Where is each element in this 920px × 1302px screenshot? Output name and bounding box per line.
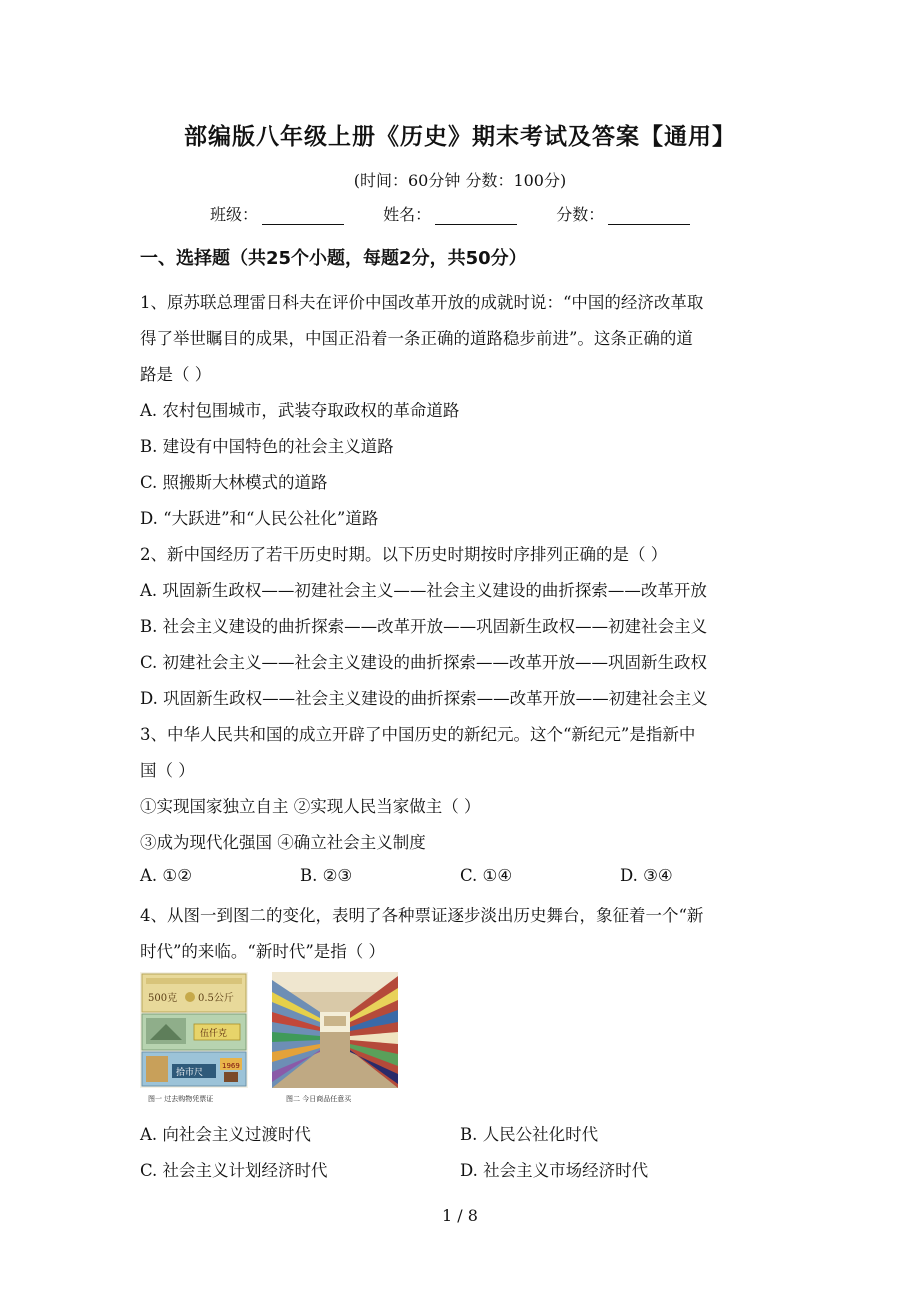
q1-option-a[interactable]: A. 农村包围城市，武装夺取政权的革命道路 [140, 401, 460, 420]
coupon3-text: 拾市尺 [176, 1068, 204, 1078]
q3-option-c[interactable]: C. ①④ [460, 866, 513, 885]
q4-stem-line: 时代”的来临。“新时代”是指（ ） [140, 942, 386, 961]
coupon1-weight: 0.5公斤 [198, 993, 234, 1004]
score-field [556, 202, 690, 225]
score-label: 分数： [556, 205, 605, 224]
q2-option-c[interactable]: C. 初建社会主义——社会主义建设的曲折探索——改革开放——巩固新生政权 [140, 653, 708, 672]
q4-option-b[interactable]: B. 人民公社化时代 [460, 1125, 599, 1144]
q4-stem-line: 4、从图一到图二的变化，表明了各种票证逐步淡出历史舞台，象征着一个“新 [140, 906, 704, 925]
figure-supermarket [272, 972, 398, 1088]
q4-option-d[interactable]: D. 社会主义市场经济时代 [460, 1161, 649, 1180]
supermarket-aisle-image [272, 972, 398, 1088]
q1-option-b[interactable]: B. 建设有中国特色的社会主义道路 [140, 437, 394, 456]
q3-stem-line: 3、中华人民共和国的成立开辟了中国历史的新纪元。这个“新纪元”是指新中 [140, 725, 696, 744]
class-field [210, 202, 344, 225]
q1-stem-line: 得了举世瞩目的成果，中国正沿着一条正确的道路稳步前进”。这条正确的道 [140, 329, 693, 348]
q2-option-b[interactable]: B. 社会主义建设的曲折探索——改革开放——巩固新生政权——初建社会主义 [140, 617, 708, 636]
ration-coupons-image [140, 972, 248, 1088]
coupon3-year: 1969 [222, 1062, 240, 1070]
q1-stem-line: 路是（ ） [140, 365, 212, 384]
q4-option-a[interactable]: A. 向社会主义过渡时代 [140, 1125, 311, 1144]
score-blank[interactable] [608, 206, 690, 225]
q4-option-c[interactable]: C. 社会主义计划经济时代 [140, 1161, 328, 1180]
q2-stem-line: 2、新中国经历了若干历史时期。以下历史时期按时序排列正确的是（ ） [140, 545, 668, 564]
name-field [383, 202, 517, 225]
q1-stem-line: 1、原苏联总理雷日科夫在评价中国改革开放的成就时说：“中国的经济改革取 [140, 293, 704, 312]
coupon1-amount: 500克 [148, 993, 178, 1004]
class-label: 班级： [210, 205, 259, 224]
exam-time-score: (时间：60分钟 分数：100分) [353, 171, 567, 190]
page-number: 1 / 8 [442, 1206, 478, 1225]
q3-option-d[interactable]: D. ③④ [620, 866, 673, 885]
q3-stem-line: 国（ ） [140, 761, 195, 780]
coupon2-text: 伍仟克 [200, 1029, 228, 1039]
figure2-caption: 图二 今日商品任意买 [286, 1095, 352, 1103]
page-title: 部编版八年级上册《历史》期末考试及答案【通用】 [184, 124, 736, 150]
q1-option-d[interactable]: D. “大跃进”和“人民公社化”道路 [140, 509, 379, 528]
section-heading: 一、选择题（共25个小题，每题2分，共50分） [140, 248, 527, 269]
name-label: 姓名： [383, 205, 432, 224]
q3-option-a[interactable]: A. ①② [140, 866, 192, 885]
q3-statement-line: ①实现国家独立自主 ②实现人民当家做主（ ） [140, 797, 481, 816]
q2-option-d[interactable]: D. 巩固新生政权——社会主义建设的曲折探索——改革开放——初建社会主义 [140, 689, 708, 708]
figure-ration-coupons [140, 972, 248, 1088]
q2-option-a[interactable]: A. 巩固新生政权——初建社会主义——社会主义建设的曲折探索——改革开放 [140, 581, 707, 600]
class-blank[interactable] [262, 206, 344, 225]
q1-option-c[interactable]: C. 照搬斯大林模式的道路 [140, 473, 328, 492]
figure1-caption: 图一 过去购物凭票证 [148, 1095, 214, 1103]
q3-option-b[interactable]: B. ②③ [300, 866, 353, 885]
student-info-row [210, 202, 724, 225]
name-blank[interactable] [435, 206, 517, 225]
q3-statement-line: ③成为现代化强国 ④确立社会主义制度 [140, 833, 426, 852]
